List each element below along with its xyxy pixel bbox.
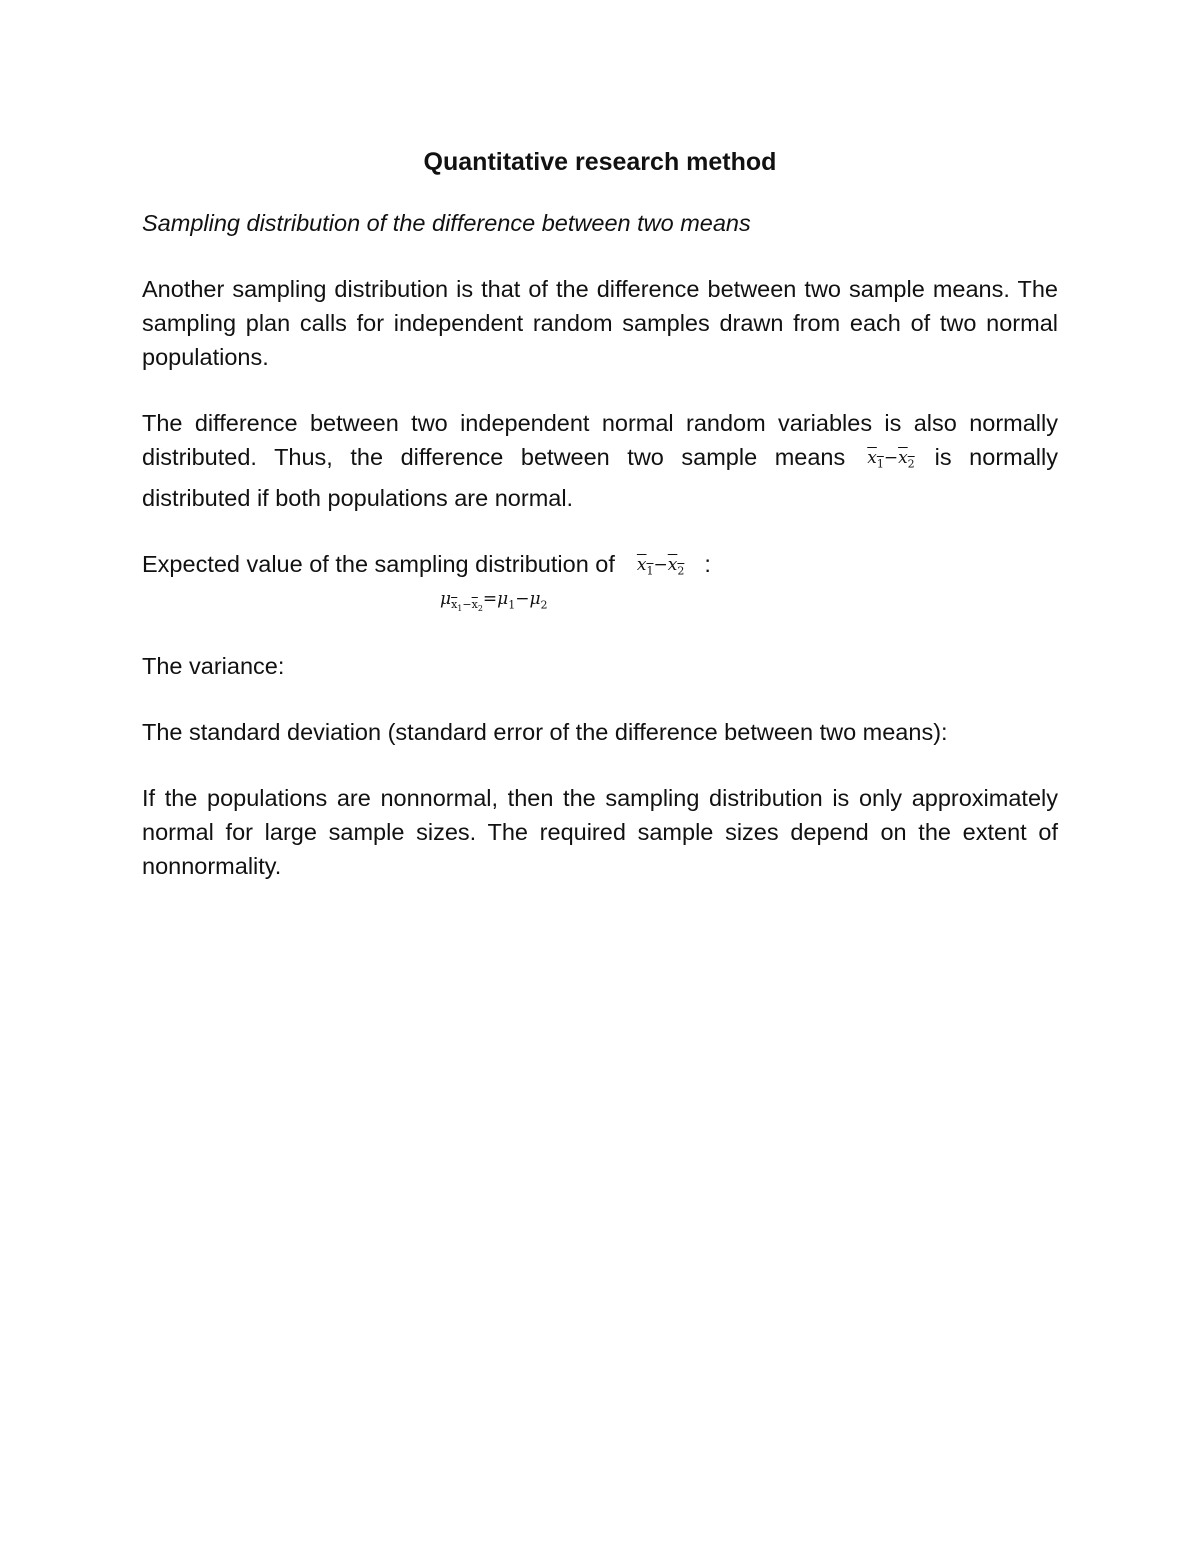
- expected-value-colon: :: [704, 551, 711, 578]
- paragraph-difference-text-a: The difference between two independent normal random variables is also normally distributed. Thus, the difference between two sample means: [142, 410, 1058, 470]
- paragraph-intro: Another sampling distribution is that of the difference between two sample means. The sampling plan calls for independent random samples drawn from each of two normal populations.: [142, 276, 1058, 370]
- section-subtitle: Sampling distribution of the difference between two means: [142, 210, 751, 236]
- paragraph-difference: [142, 406, 1058, 515]
- document-body: [142, 140, 1058, 915]
- expected-value-label: Expected value of the sampling distribution of: [142, 551, 615, 578]
- paragraph-difference-text-b: is normally distributed if both populations are normal.: [142, 444, 1058, 512]
- variance-label: The variance:: [142, 653, 285, 680]
- standard-deviation-label: The standard deviation (standard error of the difference between two means):: [142, 719, 948, 746]
- paragraph-nonnormal: If the populations are nonnormal, then the sampling distribution is only approximately normal for large sample sizes. The required sample sizes depend on the extent of nonnormality.: [142, 785, 1058, 880]
- expected-value-line: [142, 547, 1058, 588]
- x1-bar: $x_1$: [867, 448, 884, 471]
- inline-formula-x1-minus-x2-2: $x_1-x_2$: [636, 555, 685, 578]
- inline-formula-x1-minus-x2: $x_1-x_2$: [867, 448, 915, 471]
- page-title: Quantitative research method: [423, 148, 777, 176]
- x2-bar: $x_2$: [898, 448, 915, 471]
- formula-mean-of-difference: $\mu_{\overline{x}_1-\overline{x}_2}=\mu_1-\mu_2$: [440, 588, 548, 614]
